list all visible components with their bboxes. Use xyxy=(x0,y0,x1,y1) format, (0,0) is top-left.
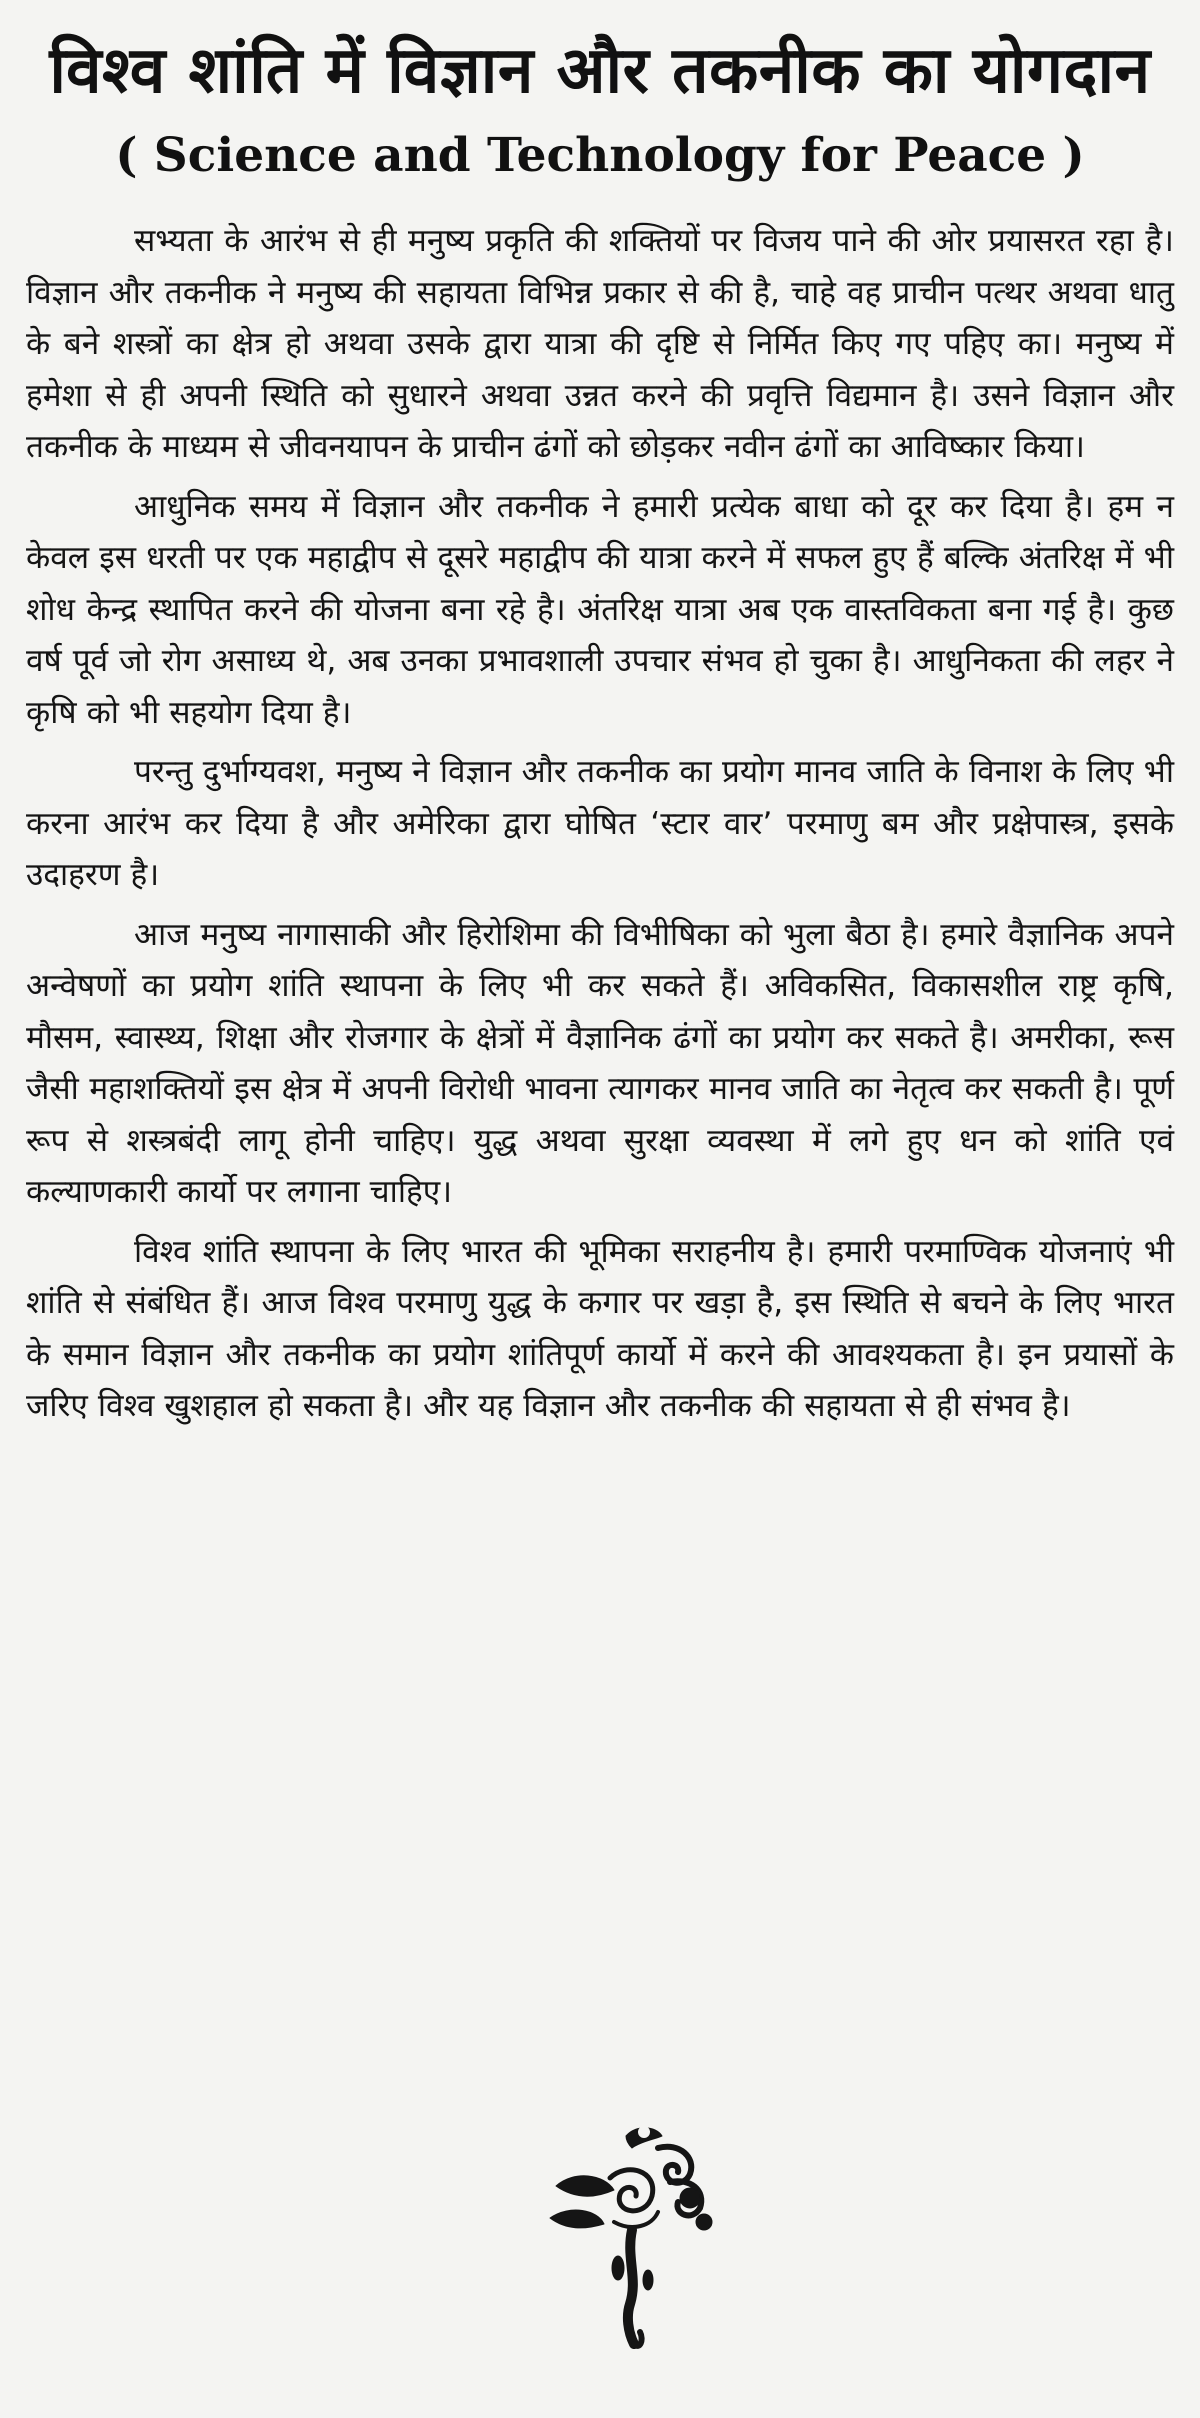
paragraph-2: आधुनिक समय में विज्ञान और तकनीक ने हमारी प्रत्येक बाधा को दूर कर दिया है। हम न केवल इस धरती पर एक महाद्वीप से दूसरे महाद्वीप की यात्रा करने में सफल हुए हैं बल्कि अंतरिक्ष में भी शोध केन्द्र स्थापित करने की योजना बना रहे है। अंतरिक्ष यात्रा अब एक वास्तविकता बना गई है। कुछ वर्ष पूर्व जो रोग असाध्य थे, अब उनका प्रभावशाली उपचार संभव हो चुका है। आधुनिकता की लहर ने कृषि को भी सहयोग दिया है। xyxy=(26,488,1174,731)
ornament-icon xyxy=(540,2118,720,2358)
paragraph-4: आज मनुष्य नागासाकी और हिरोशिमा की विभीषिका को भुला बैठा है। हमारे वैज्ञानिक अपने अन्वेषणों का प्रयोग शांति स्थापना के लिए भी कर सकते हैं। अविकसित, विकासशील राष्ट्र कृषि, मौसम, स्वास्थ्य, शिक्षा और रोजगार के क्षेत्रों में वैज्ञानिक ढंगों का प्रयोग कर सकते है। अमरीका, रूस जैसी महाशक्तियों इस क्षेत्र में अपनी विरोधी भावना त्यागकर मानव जाति का नेतृत्व कर सकती है। पूर्ण रूप से शस्त्रबंदी लागू होनी चाहिए। युद्ध अथवा सुरक्षा व्यवस्था में लगे हुए धन को शांति एवं कल्याणकारी कार्यो पर लगाना चाहिए। xyxy=(26,916,1174,1210)
paragraph-3: परन्तु दुर्भाग्यवश, मनुष्य ने विज्ञान और तकनीक का प्रयोग मानव जाति के विनाश के लिए भी करना आरंभ कर दिया है और अमेरिका द्वारा घोषित ‘स्टार वार’ परमाणु बम और प्रक्षेपास्त्र, इसके उदाहरण है। xyxy=(26,754,1174,893)
essay-subtitle: ( Science and Technology for Peace ) xyxy=(115,128,1085,183)
essay-title: विश्व शांति में विज्ञान और तकनीक का योगदान xyxy=(49,34,1151,108)
paragraph-5: विश्व शांति स्थापना के लिए भारत की भूमिका सराहनीय है। हमारी परमाण्विक योजनाएं भी शांति से संबंधित हैं। आज विश्व परमाणु युद्ध के कगार पर खड़ा है, इस स्थिति से बचने के लिए भारत के समान विज्ञान और तकनीक का प्रयोग शांतिपूर्ण कार्यो में करने की आवश्यकता है। इन प्रयासों के जरिए विश्व खुशहाल हो सकता है। और यह विज्ञान और तकनीक की सहायता से ही संभव है। xyxy=(26,1233,1174,1424)
essay-body xyxy=(26,216,1174,1433)
paragraph-1: सभ्यता के आरंभ से ही मनुष्य प्रकृति की शक्तियों पर विजय पाने की ओर प्रयासरत रहा है। विज्ञान और तकनीक ने मनुष्य की सहायता विभिन्न प्रकार से की है, चाहे वह प्राचीन पत्थर अथवा धातु के बने शस्त्रों का क्षेत्र हो अथवा उसके द्वारा यात्रा की दृष्टि से निर्मित किए गए पहिए का। मनुष्य में हमेशा से ही अपनी स्थिति को सुधारने अथवा उन्नत करने की प्रवृत्ति विद्यमान है। उसने विज्ञान और तकनीक के माध्यम से जीवनयापन के प्राचीन ढंगों को छोड़कर नवीन ढंगों का आविष्कार किया। xyxy=(26,223,1174,465)
